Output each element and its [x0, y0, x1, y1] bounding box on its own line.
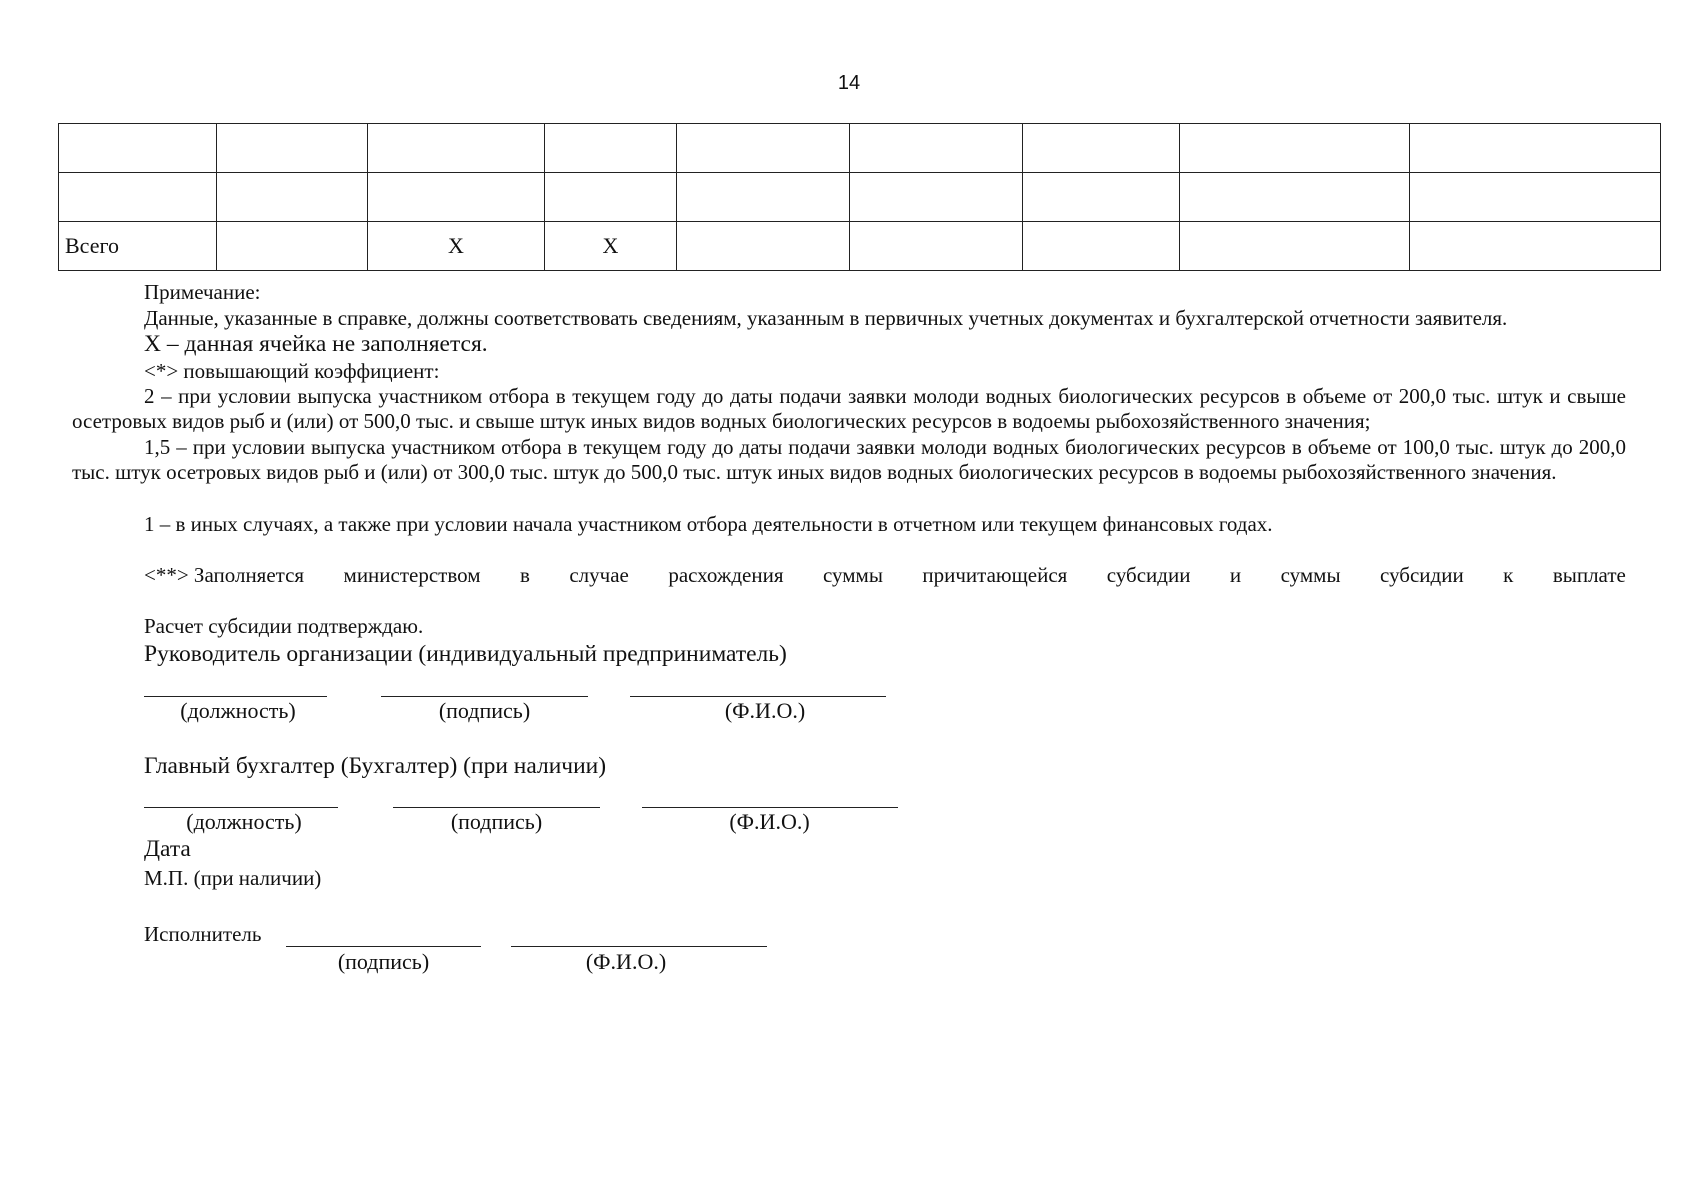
- table-cell: [217, 173, 368, 222]
- ministry-note-word: в: [519, 563, 530, 587]
- table-cell: [1180, 173, 1410, 222]
- head-fio-caption: (Ф.И.О.): [724, 698, 806, 723]
- table-row: [59, 124, 1661, 173]
- table-cell: [217, 124, 368, 173]
- executor-signature-line: [286, 946, 481, 947]
- date-label: Дата: [144, 836, 191, 862]
- table-cell: [1410, 173, 1661, 222]
- data-note: Данные, указанные в справке, должны соответствовать сведениям, указанным в первичных учетных документах и бухгалтерской отчетности заявителя.: [144, 306, 1508, 330]
- table-cell: [368, 173, 545, 222]
- coefficient-heading: <*> повышающий коэффициент:: [144, 359, 440, 383]
- table-cell: [677, 222, 850, 271]
- chief-fio-caption: (Ф.И.О.): [729, 809, 810, 834]
- stamp-label: М.П. (при наличии): [144, 866, 322, 890]
- executor-fio-line: [511, 946, 767, 947]
- table-cell: [1410, 124, 1661, 173]
- table-cell: Всего: [59, 222, 217, 271]
- x-note: X – данная ячейка не заполняется.: [144, 331, 488, 357]
- ministry-note-word: суммы: [1280, 563, 1341, 587]
- note-heading: Примечание:: [144, 280, 261, 304]
- table-cell: [1410, 222, 1661, 271]
- executor-fio-caption: (Ф.И.О.): [585, 949, 667, 974]
- executor-label: Исполнитель: [144, 922, 262, 946]
- chief-fio-line: [642, 807, 898, 808]
- ministry-note: [144, 563, 1626, 588]
- head-position-line: [144, 696, 327, 697]
- coefficient-2-note: 2 – при условии выпуска участником отбора в текущем году до даты подачи заявки молоди водных биологических ресурсов в объеме от 200,0 тыс. штук и свыше осетровых видов рыб и (или) от 500,0 тыс. и свыше штук иных видов водных биологических ресурсов в водоемы рыбохозяйственного значения;: [72, 384, 1626, 433]
- coefficient-1-5-note: 1,5 – при условии выпуска участником отбора в текущем году до даты подачи заявки молоди водных биологических ресурсов в объеме от 100,0 тыс. штук до 200,0 тыс. штук осетровых видов рыб и (или) от 300,0 тыс. штук до 500,0 тыс. штук иных видов водных биологических ресурсов в водоемы рыбохозяйственного значения.: [72, 435, 1626, 484]
- table-cell: [850, 222, 1023, 271]
- ministry-note-word: расхождения: [668, 563, 784, 587]
- table-row: [59, 173, 1661, 222]
- table-cell: [677, 124, 850, 173]
- table-cell: [217, 222, 368, 271]
- subsidy-table: [58, 123, 1661, 271]
- ministry-note-word: субсидии: [1380, 563, 1464, 587]
- table-cell: X: [368, 222, 545, 271]
- head-position-caption: (должность): [180, 698, 296, 723]
- head-fio-line: [630, 696, 886, 697]
- ministry-note-word: к: [1503, 563, 1514, 587]
- chief-position-caption: (должность): [186, 809, 302, 834]
- ministry-note-word: субсидии: [1106, 563, 1191, 587]
- table-cell: [1023, 222, 1180, 271]
- confirm-text: Расчет субсидии подтверждаю.: [144, 614, 424, 638]
- table-cell: [1180, 124, 1410, 173]
- ministry-note-word: и: [1229, 563, 1242, 587]
- table-cell: [1180, 222, 1410, 271]
- table-cell: [850, 173, 1023, 222]
- ministry-note-word: причитающейся: [922, 563, 1068, 587]
- ministry-note-word: <**> Заполняется: [144, 563, 305, 587]
- table-cell: [545, 124, 677, 173]
- chief-signature-line: [393, 807, 600, 808]
- ministry-note-word: выплате: [1552, 563, 1626, 587]
- chief-signature-caption: (подпись): [450, 809, 543, 834]
- table-cell: [59, 173, 217, 222]
- table-cell: [677, 173, 850, 222]
- table-cell: [1023, 124, 1180, 173]
- chief-position-line: [144, 807, 338, 808]
- ministry-note-word: случае: [569, 563, 629, 587]
- table-cell: [850, 124, 1023, 173]
- table-cell: X: [545, 222, 677, 271]
- head-signature-caption: (подпись): [438, 698, 531, 723]
- head-title: Руководитель организации (индивидуальный предприниматель): [144, 641, 787, 667]
- page-number: 14: [837, 72, 861, 94]
- head-signature-line: [381, 696, 588, 697]
- ministry-note-word: министерством: [343, 563, 481, 587]
- table-cell: [368, 124, 545, 173]
- table-cell: [545, 173, 677, 222]
- table-cell: [59, 124, 217, 173]
- ministry-note-word: суммы: [822, 563, 883, 587]
- table-cell: [1023, 173, 1180, 222]
- chief-accountant-title: Главный бухгалтер (Бухгалтер) (при наличии): [144, 753, 607, 779]
- table-row: [59, 222, 1661, 271]
- coefficient-1-note: 1 – в иных случаях, а также при условии начала участником отбора деятельности в отчетном или текущем финансовых годах.: [144, 512, 1273, 536]
- executor-signature-caption: (подпись): [337, 949, 430, 974]
